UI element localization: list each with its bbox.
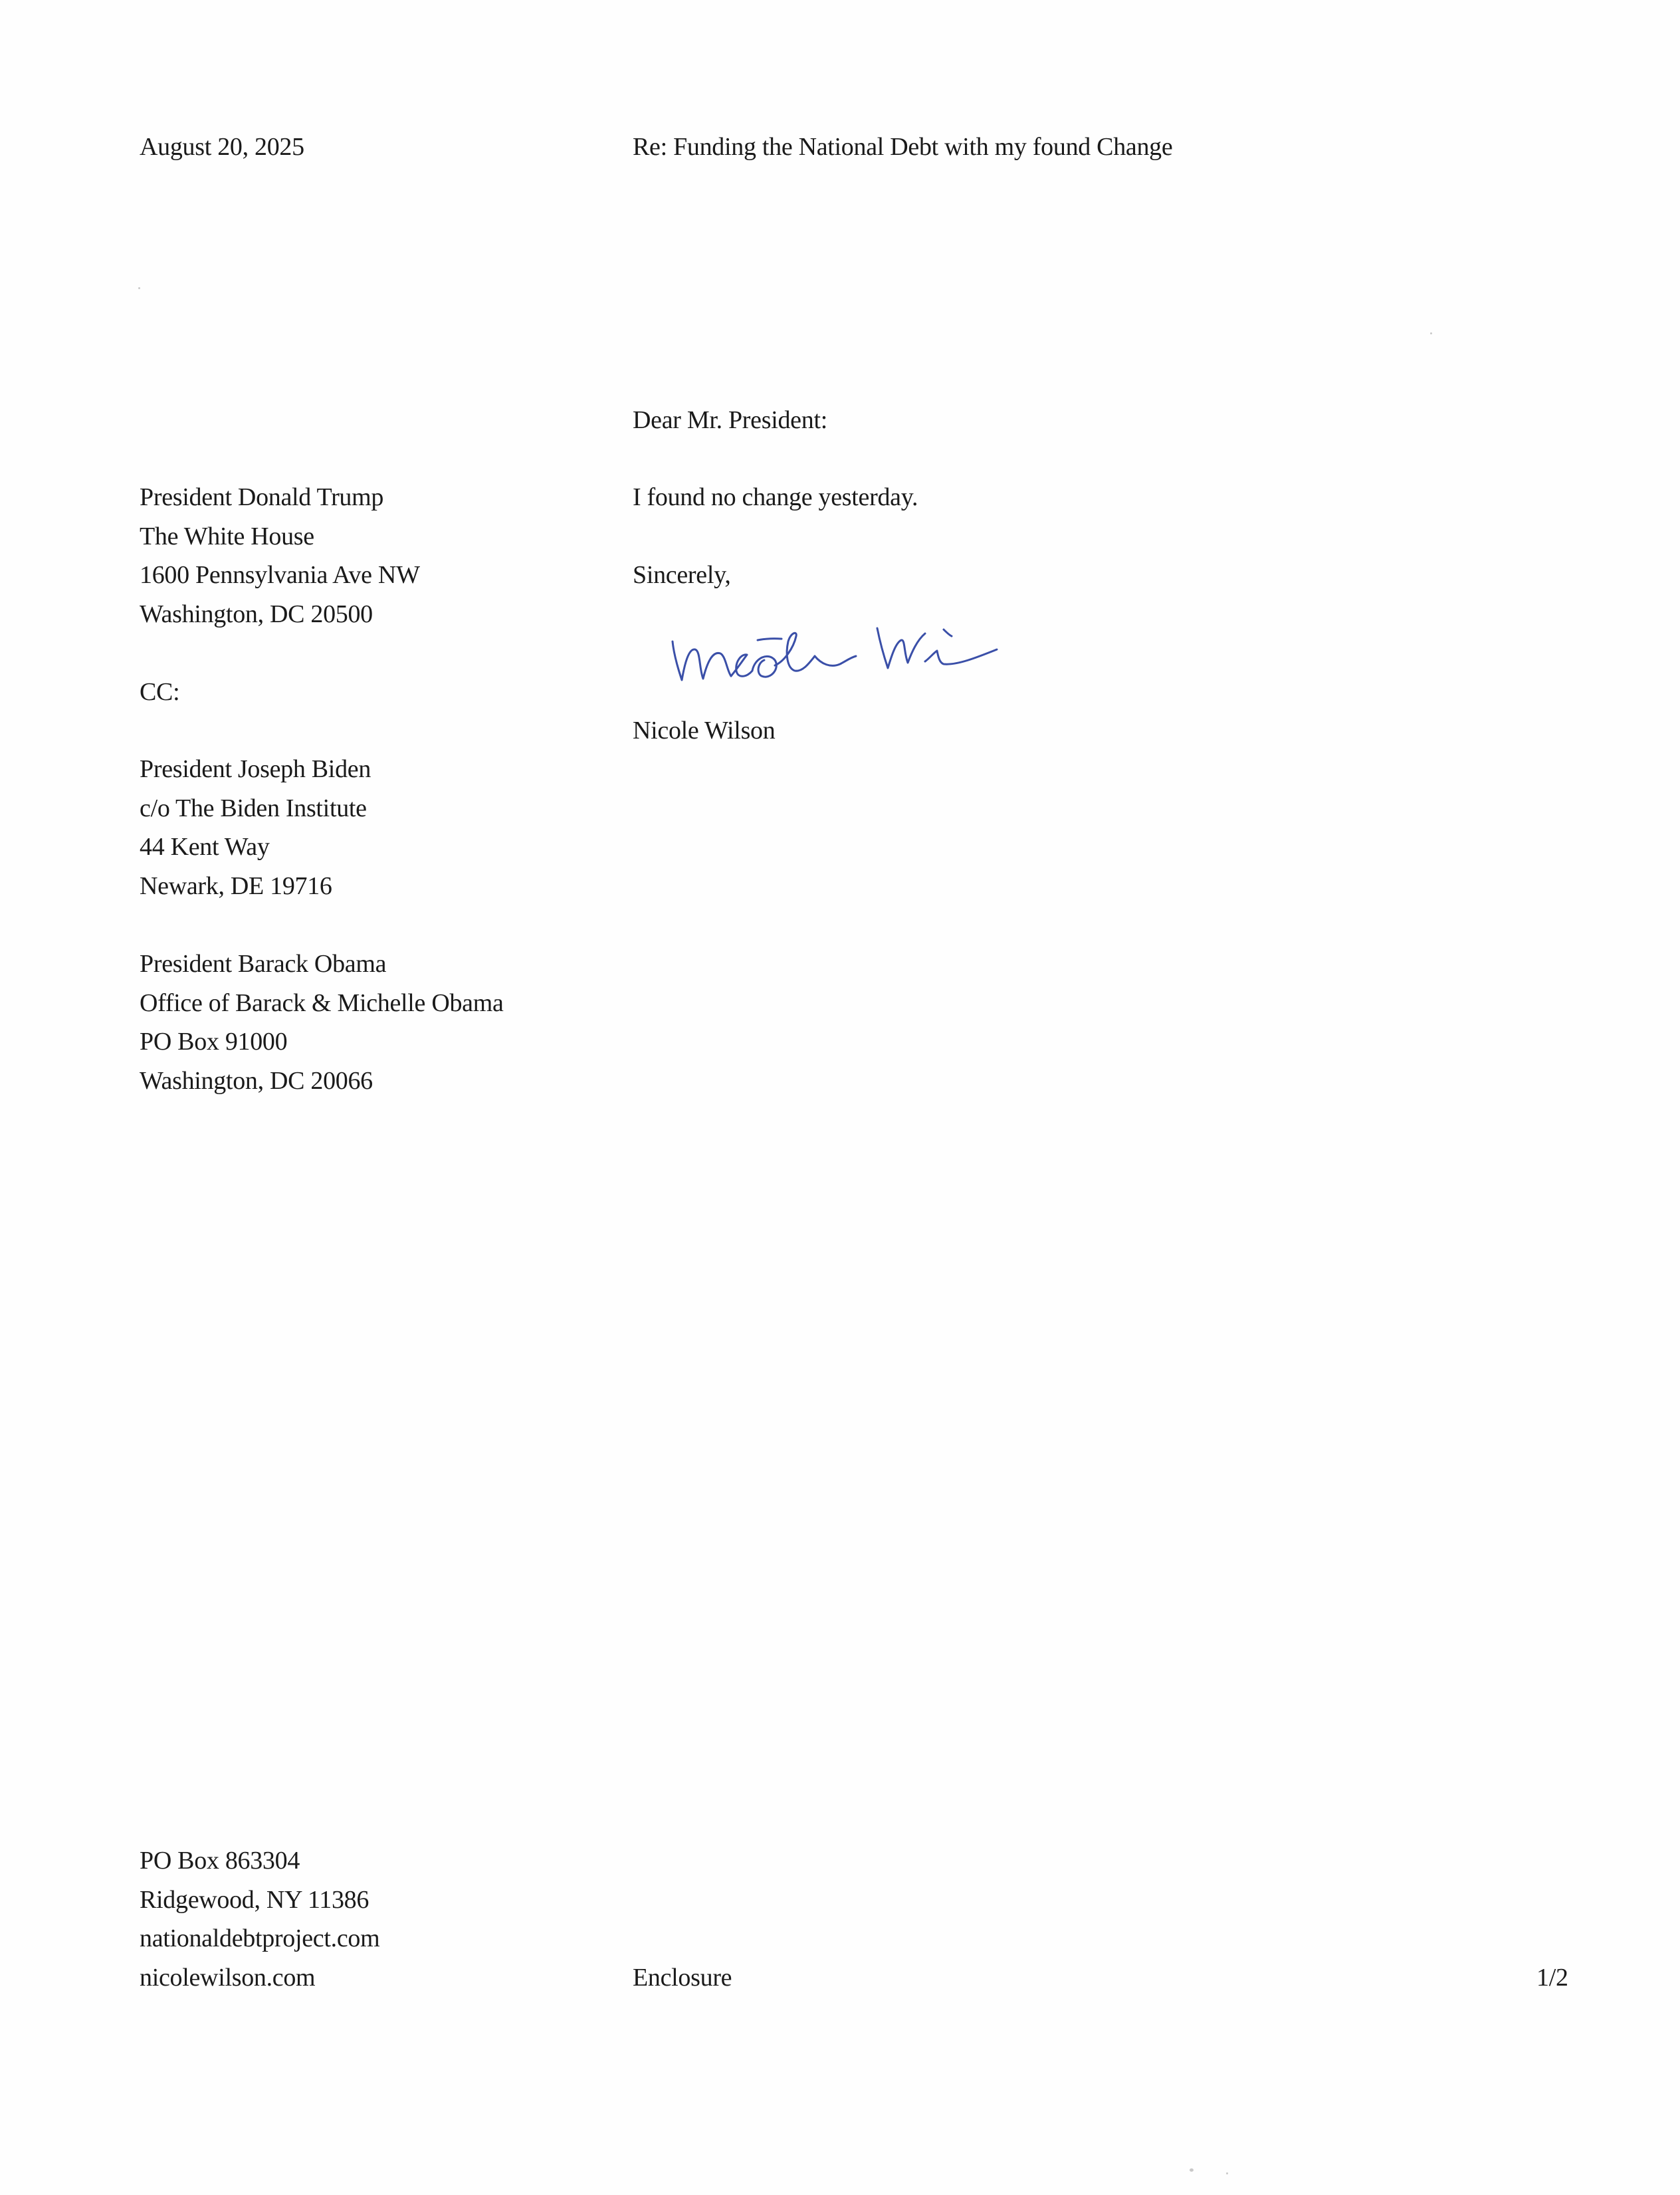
enclosure-note: Enclosure [633,1964,732,1992]
handwritten-signature [665,602,1023,701]
scan-speck [138,287,140,289]
cc-recipient-biden [140,750,371,905]
address-line: The White House [140,522,314,550]
signer-name: Nicole Wilson [633,717,776,745]
address-line: President Donald Trump [140,483,384,511]
salutation: Dear Mr. President: [633,406,827,434]
address-line: President Joseph Biden [140,755,371,783]
address-line: President Barack Obama [140,950,387,978]
letter-subject: Re: Funding the National Debt with my found Change [633,133,1173,161]
letter-body: I found no change yesterday. [633,483,918,511]
letter-date: August 20, 2025 [140,133,304,161]
recipient-address [140,478,420,634]
page-number: 1/2 [1536,1964,1568,1992]
scan-speck [1226,2172,1228,2174]
address-line: PO Box 863304 [140,1847,300,1875]
address-line: PO Box 91000 [140,1028,288,1056]
sender-address [140,1841,379,1997]
address-line: c/o The Biden Institute [140,794,367,822]
sender-website: nationaldebtproject.com [140,1924,380,1952]
sender-website: nicolewilson.com [140,1963,316,1992]
cc-recipient-obama [140,945,504,1100]
address-line: 44 Kent Way [140,833,270,861]
scan-speck [1190,2168,1194,2172]
address-line: Washington, DC 20500 [140,600,373,628]
address-line: Newark, DE 19716 [140,871,332,900]
address-line: 1600 Pennsylvania Ave NW [140,561,420,589]
address-line: Ridgewood, NY 11386 [140,1885,369,1914]
cc-label: CC: [140,678,180,706]
address-line: Washington, DC 20066 [140,1066,373,1095]
scan-speck [1430,332,1432,334]
closing: Sincerely, [633,561,731,589]
address-line: Office of Barack & Michelle Obama [140,988,504,1017]
